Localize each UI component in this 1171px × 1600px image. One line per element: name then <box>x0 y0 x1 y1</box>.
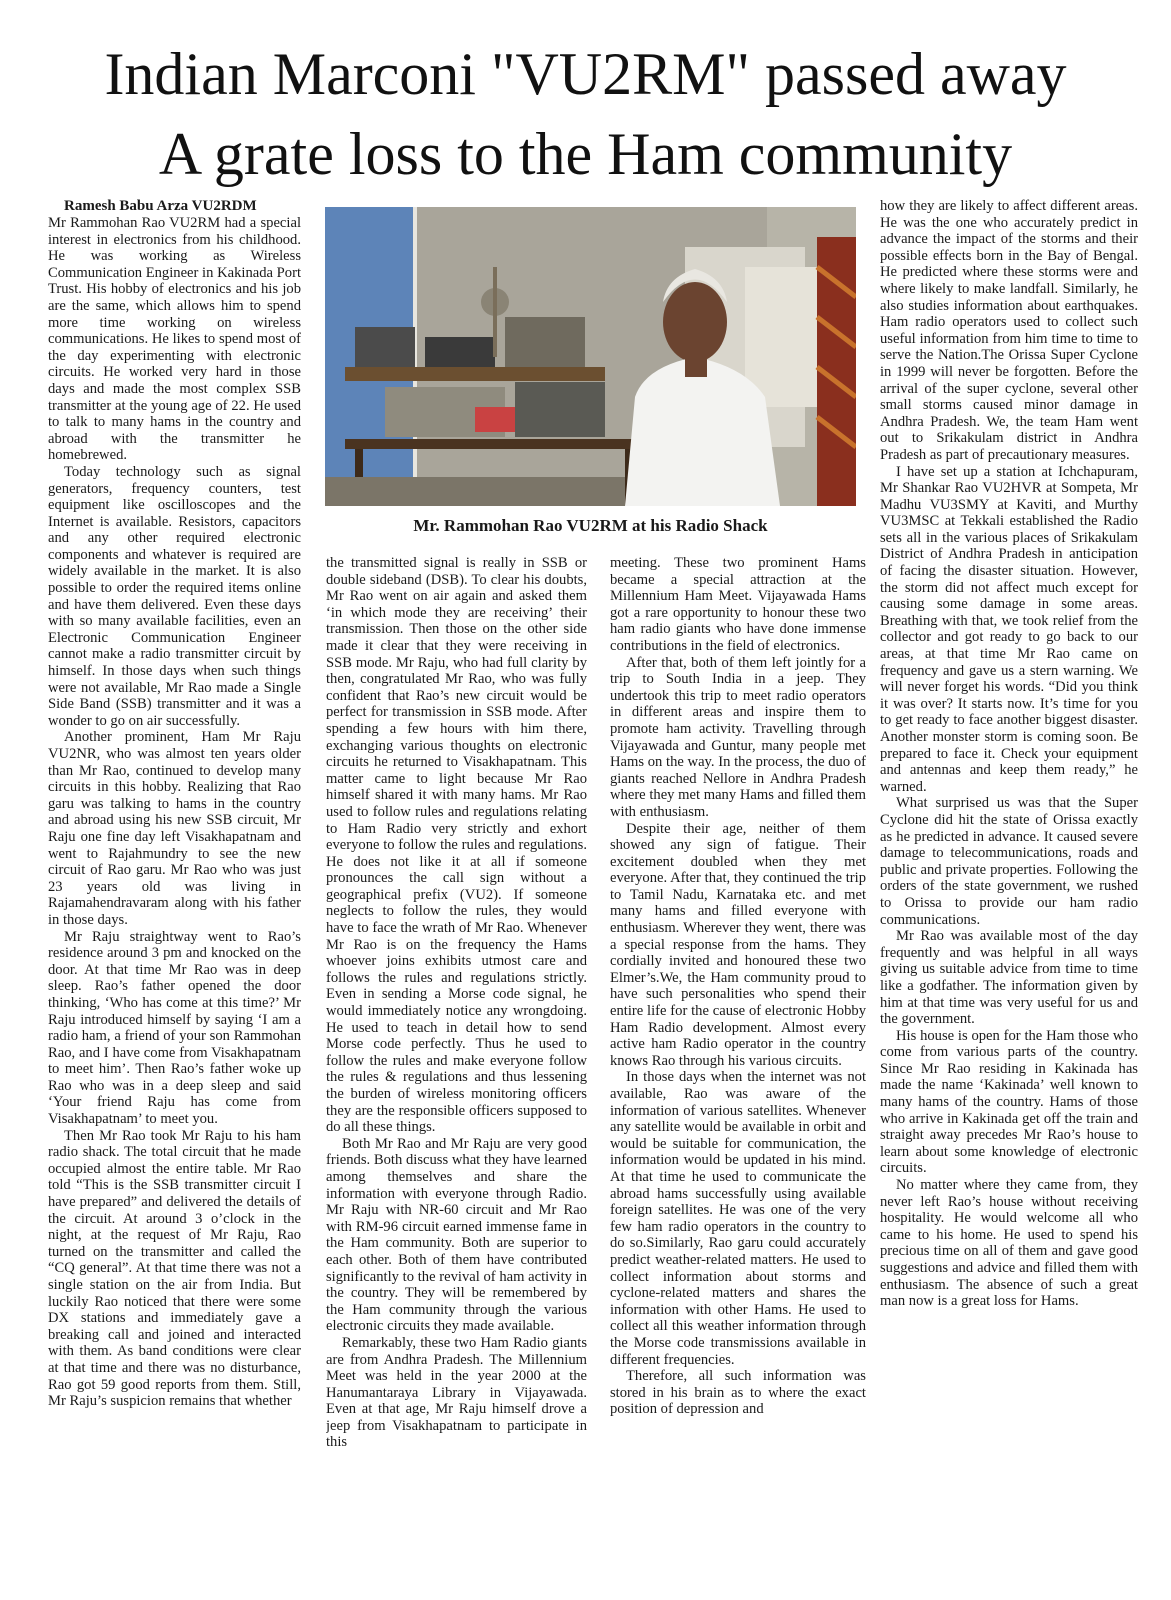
paragraph: In those days when the internet was not available, Rao was aware of the information of various satellites. Whenever any satellite would be available in orbit and would be suitable for communication, the information would be updated in his mind. At that time he used to communicate the abroad hams successfully using available foreign satellites. He was one of the very few ham radio operators in the country to do so.Similarly, Rao garu could accurately predict weather-related matters. He used to collect information about storms and cyclone-related matters and shares the information with other Hams. He used to collect all this weather information through the Morse code transmissions available in different frequencies. <box>610 1069 866 1368</box>
paragraph: No matter where they came from, they never left Rao’s house without receiving hospitality. He would welcome all who came to his home. He used to spend his precious time on all of them and gave good suggestions and advice and filled them with enthusiasm. The absence of such a great man now is a great loss for Hams. <box>880 1177 1138 1310</box>
article-column-4 <box>880 198 1138 1590</box>
paragraph: Mr Rammohan Rao VU2RM had a special interest in electronics from his childhood. He was working as Wireless Communication Engineer in Kakinada Port Trust. His hobby of electronics and his job are the same, which allows him to spend more time working on wireless communications. He likes to spend most of the day experimenting with electronic circuits. He worked very hard in those days and made the most complex SSB transmitter at the young age of 22. He used to talk to many hams in the country and abroad with the transmitter he homebrewed. <box>48 215 301 464</box>
paragraph: Mr Raju straightway went to Rao’s residence around 3 pm and knocked on the door. At that time Mr Rao was in deep sleep. Rao’s father opened the door thinking, ‘Who has come at this time?’ Mr Raju introduced himself by saying ‘I am a radio ham, a friend of your son Rammohan Rao, and I have come from Visakhapatnam to meet him’. Then Rao’s father woke up Rao who was in a deep sleep and said ‘Your friend Raju has come from Visakhapatnam’ to meet you. <box>48 928 301 1128</box>
paragraph: What surprised us was that the Super Cyclone did hit the state of Orissa exactly as he predicted in advance. It caused severe damage to telecommunications, roads and public and private properties. Following the orders of the state government, we rushed to Orissa to provide our ham radio communications. <box>880 795 1138 928</box>
paragraph: Despite their age, neither of them showed any sign of fatigue. Their excitement doubled when they met everyone. After that, they continued the trip to Tamil Nadu, Karnataka etc. and met many hams and filled everyone with enthusiasm. Wherever they went, there was a special response from the hams. They cordially invited and honoured these two Elmer’s.We, the Ham community proud to have such personalities who spend their entire life for the cause of electronic Hobby Ham Radio development. Almost every active ham Radio operator in the country knows Rao through his various circuits. <box>610 820 866 1069</box>
paragraph: meeting. These two prominent Hams became a special attraction at the Millennium Ham Meet. Vijayawada Hams got a rare opportunity to honour these two ham radio giants who have done immense contributions in the field of electronics. <box>610 555 866 654</box>
paragraph: Both Mr Rao and Mr Raju are very good friends. Both discuss what they have learned among themselves and share the information with everyone through Radio. Mr Raju with NR-60 circuit and Mr Rao with RM-96 circuit earned immense fame in the Ham community. Both are superior to each other. Both of them have contributed significantly to the revival of ham activity in the country. They will be remembered by the Ham community through the various electronic circuits they made available. <box>326 1135 587 1335</box>
paragraph: Mr Rao was available most of the day frequently and was helpful in all ways giving us suitable advice from time to time like a godfather. The information given by him at that time was very useful for us and the government. <box>880 928 1138 1028</box>
paragraph: Remarkably, these two Ham Radio giants are from Andhra Pradesh. The Millennium Meet was held in the year 2000 at the Hanumantaraya Library in Vijayawada. Even at that age, Mr Raju himself drove a jeep from Visakhapatnam to participate in this <box>326 1334 587 1451</box>
paragraph: His house is open for the Ham those who come from various parts of the country. Since Mr Rao residing in Kakinada has made the name ‘Kakinada’ well known to many hams of the country. Hams of those who arrive in Kakinada get off the train and straight away precedes Mr Rao’s house to learn about some knowledge of electronic circuits. <box>880 1027 1138 1177</box>
article-column-2 <box>326 555 587 1590</box>
paragraph: After that, both of them left jointly for a trip to South India in a jeep. They undertook this trip to meet radio operators in different areas and inspire them to promote ham activity. Travelling through Vijayawada and Guntur, many people met Hams on the way. In the process, the duo of giants reached Nellore in Andhra Pradesh where they met many Hams and filled them with enthusiasm. <box>610 654 866 820</box>
paragraph: how they are likely to affect different areas. He was the one who accurately predict in advance the impact of the storms and their possible effects born in the Bay of Bengal. He predicted where these storms were and where likely to make landfall. Similarly, he also studies information about earthquakes. Ham radio operators used to collect such useful information from him time to time to serve the Nation.The Orissa Super Cyclone in 1999 will never be forgotten. Before the arrival of the super cyclone, several other small storms caused minor damage in Andhra Pradesh. We, the team Ham went out to Srikakulam district in Andhra Pradesh as part of precautionary measures. <box>880 198 1138 463</box>
radio-shack-photo <box>325 207 856 506</box>
article-column-1 <box>48 198 301 1590</box>
paragraph: Then Mr Rao took Mr Raju to his ham radio shack. The total circuit that he made occupied almost the entire table. Mr Rao told “This is the SSB transmitter circuit I have prepared” and delivered the details of the circuit. At around 3 o’clock in the night, at the request of Mr Raju, Rao turned on the transmitter and called the “CQ general”. At that time there was not a single station on the air from India. But luckily Rao noticed that there were some DX stations and immediately gave a breaking call and joined and interacted with them. As band conditions were clear at that time and there was no disturbance, Rao got 59 good reports from them. Still, Mr Raju’s suspicion remains that whether <box>48 1127 301 1410</box>
paragraph: I have set up a station at Ichchapuram, Mr Shankar Rao VU2HVR at Sompeta, Mr Madhu VU3SMY at Kaviti, and Murthy VU3MSC at Tekkali established the Radio sets all in the various places of Srikakulam District of Andhra Pradesh in anticipation of facing the disaster situation. However, the storm did not affect much except for causing some damage in some areas. Breathing with that, we took relief from the collector and got ready to go back to our areas, at that time Mr Rao came on frequency and gave us a stern warning. We will never forget his words. “Did you think it was over? It starts now. It’s time for you to get ready to face another biggest disaster. Another monster storm is coming soon. Be prepared to face it. Check your equipment and antennas and keep them ready,” he warned. <box>880 463 1138 795</box>
paragraph: Therefore, all such information was stored in his brain as to where the exact position of depression and <box>610 1368 866 1418</box>
byline: Ramesh Babu Arza VU2RDM <box>64 198 257 214</box>
paragraph: the transmitted signal is really in SSB or double sideband (DSB). To clear his doubts, Mr Rao went on air again and asked them ‘in which mode they are receiving’ their transmission. Then those on the other side made it clear that they were receiving in SSB mode. Mr Raju, who had full clarity by then, congratulated Mr Rao, who was fully confident that Rao’s new circuit would be perfect for transmission in SSB mode. After spending a few hours with him there, exchanging various thoughts on electronic circuits he returned to Visakhapatnam. This matter came to light because Mr Rao himself shared it with many hams. Mr Rao used to follow rules and regulations relating to Ham Radio very strictly and exhort everyone to follow the rules and regulations. He does not like it at all if someone pronounces the call sign without a geographical prefix (VU2). If someone neglects to follow the rules, they would have to face the wrath of Mr Rao. Whenever Mr Rao is on the frequency the Hams whoever joins exhibits utmost care and follows the rules and regulations strictly. Even in sending a Morse code signal, he would immediately notice any wrongdoing. He used to teach in detail how to send Morse code perfectly. Thus he used to follow the rules and make everyone follow the rules & regulations and thus lessening the burden of wireless monitoring officers they are the responsible officers supposed to do all these things. <box>326 555 587 1136</box>
paragraph: Today technology such as signal generators, frequency counters, test equipment like oscilloscopes and the Internet is available. Resistors, capacitors and any other required electronic components and whatever is required are widely available in the market. It is also possible to order the required items online and have them delivered. Even these days with so many available facilities, even an Electronic Communication Engineer cannot make a radio transmitter circuit by himself. In those days when such things were not available, Mr Rao made a Single Side Band (SSB) transmitter and it was a wonder to go on air successfully. <box>48 463 301 729</box>
headline-line-2: A grate loss to the Ham community <box>158 121 1013 187</box>
article-column-3 <box>610 555 866 1590</box>
photo-caption: Mr. Rammohan Rao VU2RM at his Radio Shack <box>413 516 768 535</box>
headline-line-1: Indian Marconi "VU2RM" passed away <box>104 41 1067 107</box>
paragraph: Another prominent, Ham Mr Raju VU2NR, who was almost ten years older than Mr Rao, continued to develop many circuits in this hobby. Realizing that Rao garu was talking to hams in the country and abroad using his new SSB circuit, Mr Raju one fine day left Visakhapatnam and went to Rajahmundry to see the new circuit of Rao garu. Mr Rao who was just 23 years old was living in Rajamahendravaram along with his father in those days. <box>48 729 301 928</box>
